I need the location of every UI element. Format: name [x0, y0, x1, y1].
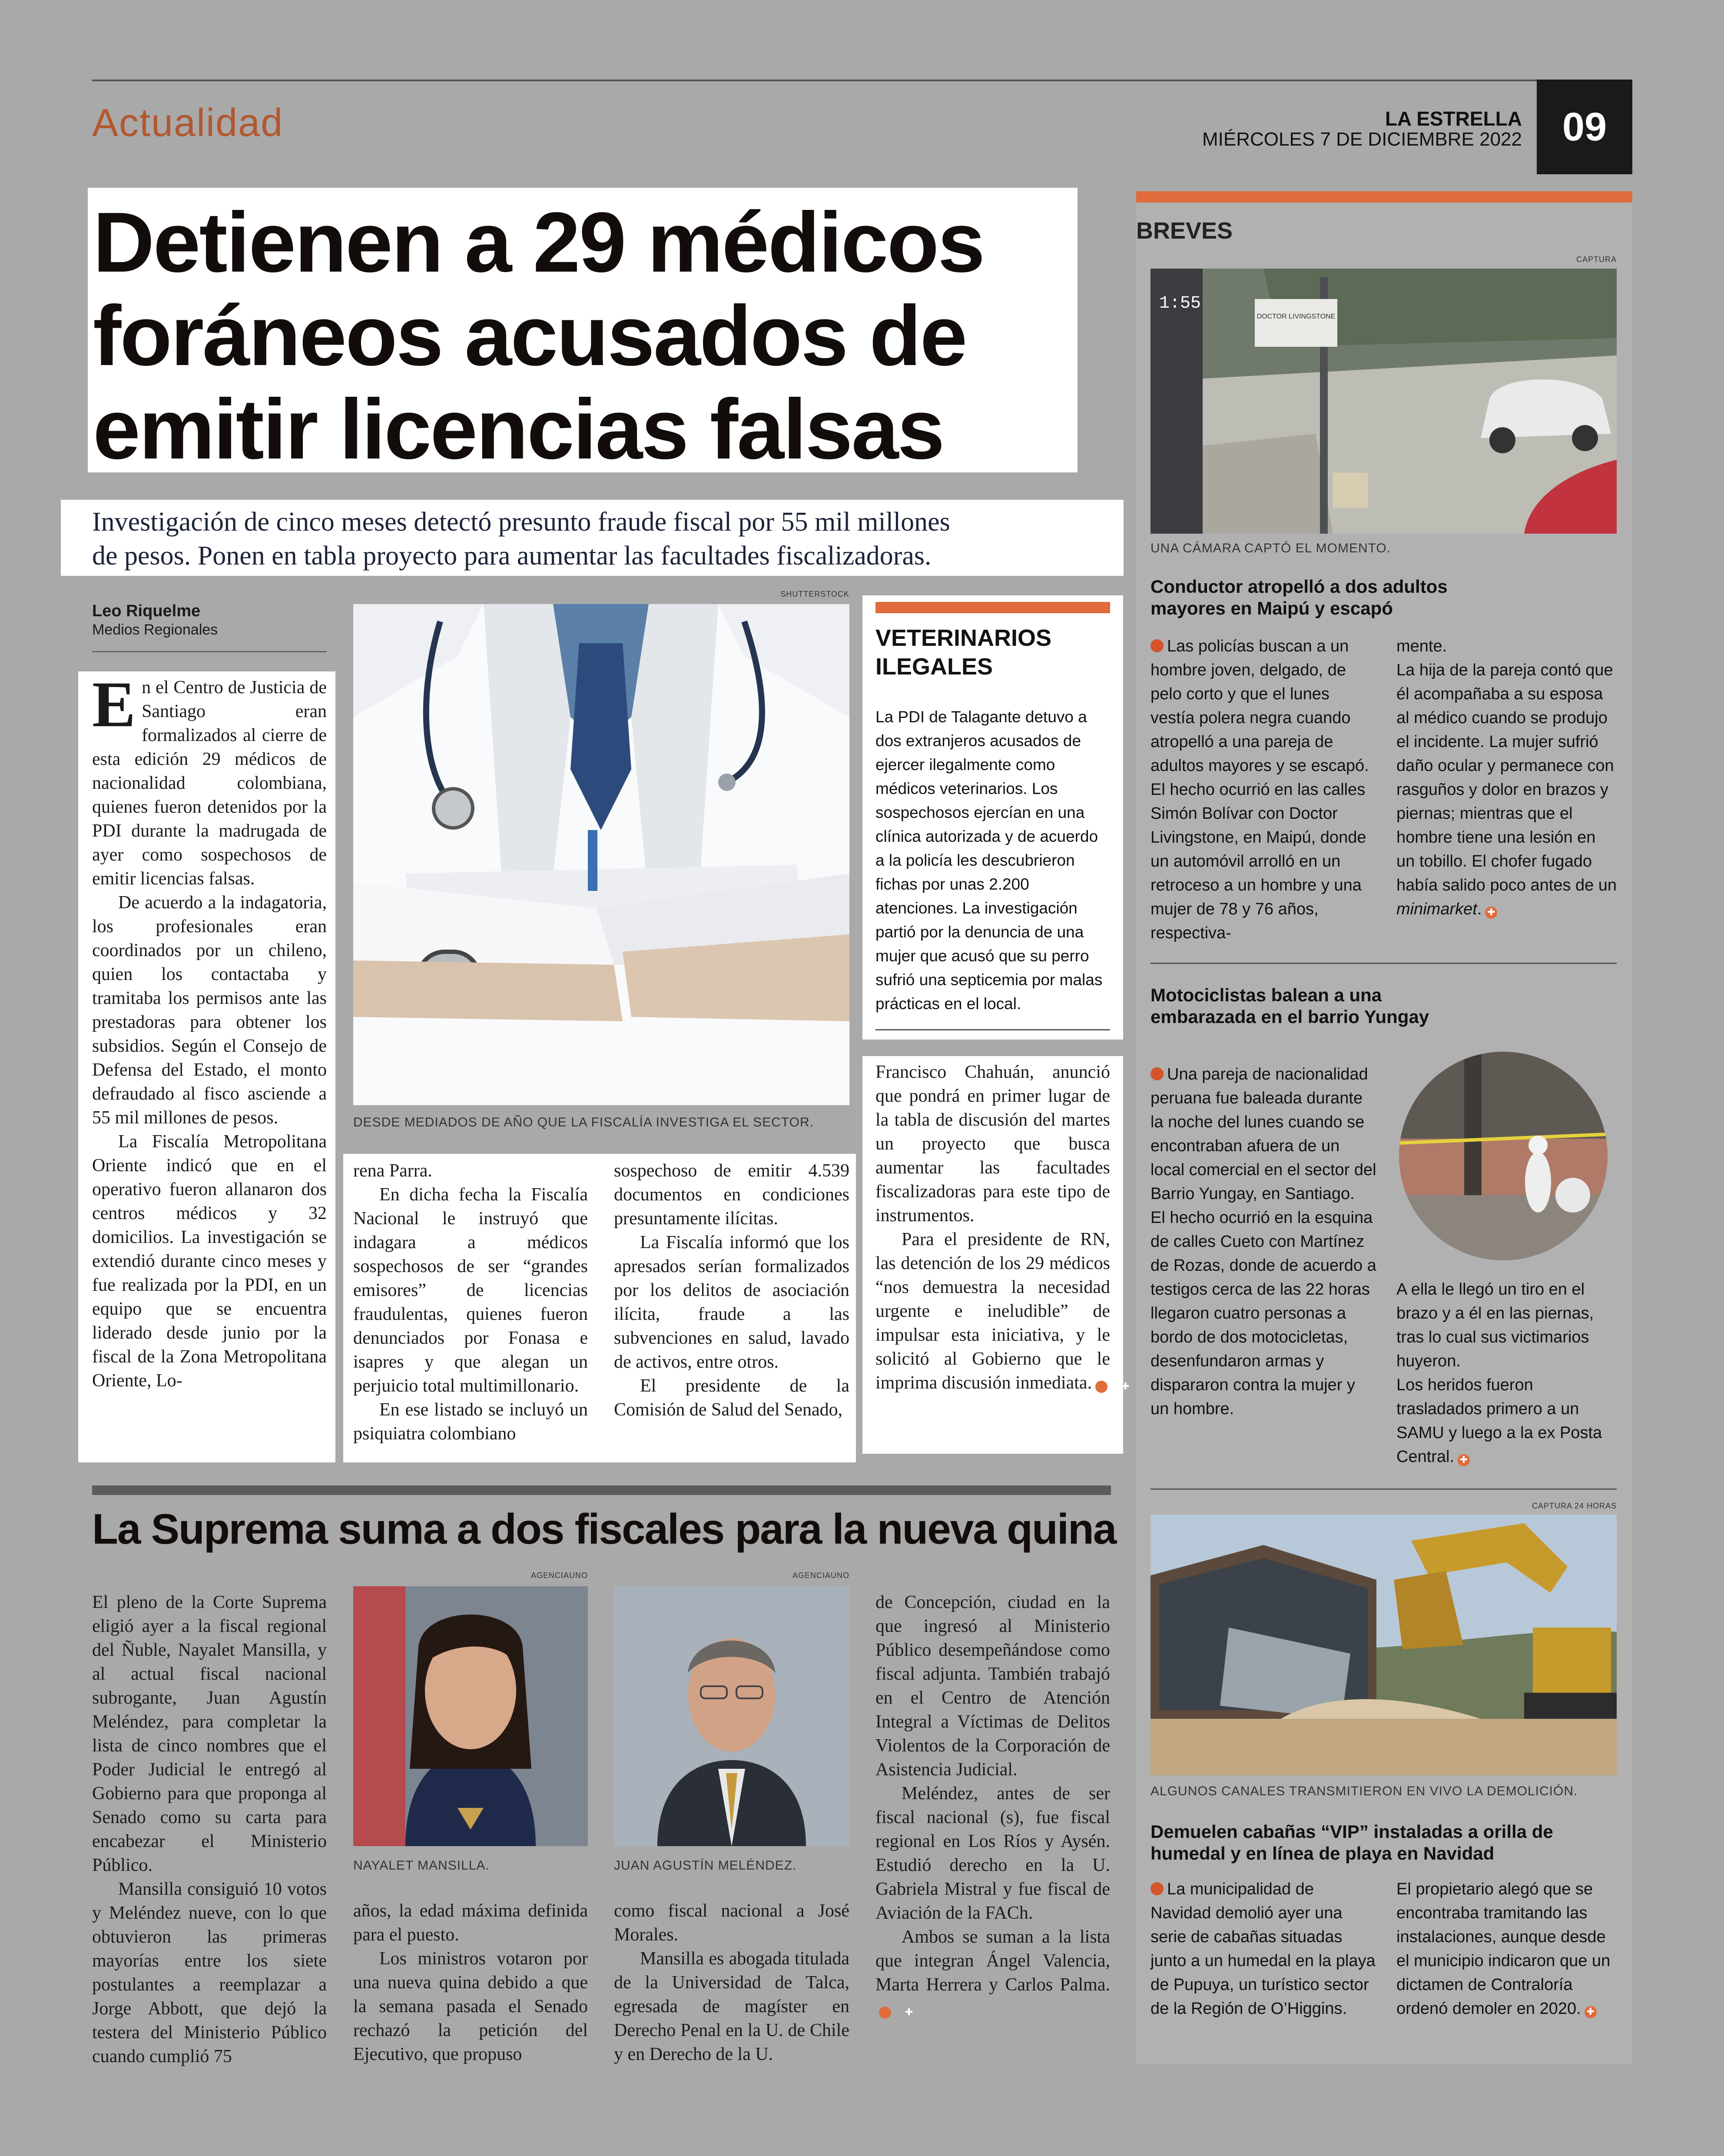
paragraph: como fiscal nacional a José Morales. [614, 1901, 849, 1945]
paragraph: La Fiscalía informó que los apresados serían formalizados por los delitos de asociación ilícita, fraude a las subvenciones en salud, lavado de activos, entre otros. [614, 1232, 849, 1372]
subhead-line: de pesos. Ponen en tabla proyecto para aumentar las facultades fiscalizadoras. [92, 541, 932, 571]
main-col2 [353, 1159, 588, 1446]
end-mark-icon: ✚ [1458, 1454, 1470, 1466]
second-headline: La Suprema suma a dos fiscales para la nueva quina [92, 1505, 1116, 1553]
sidebar-title: ILEGALES [875, 654, 993, 680]
breve3-text-a: La municipalidad de Navidad demolió ayer una serie de cabañas situadas junto a un humedal en la playa de Pupuya, un turístico sector de la Región de O’Higgins. [1150, 1880, 1376, 2018]
breve1-text-b1: mente. [1396, 637, 1447, 655]
headline-line: Detienen a 29 médicos [93, 195, 984, 290]
headline-line: foráneos acusados de [93, 288, 966, 383]
photo1-caption: NAYALET MANSILLA. [353, 1858, 490, 1873]
breve3-credit: CAPTURA 24 HORAS [1532, 1502, 1617, 1510]
paper-name: LA ESTRELLA [1385, 107, 1522, 130]
headline-line: emitir licencias falsas [93, 382, 944, 477]
photo1-credit: AGENCIAUNO [530, 1571, 588, 1580]
second-col3 [614, 1899, 849, 2066]
breve1-colA [1150, 635, 1376, 945]
issue-date: MIÉRCOLES 7 DE DICIEMBRE 2022 [1202, 129, 1522, 150]
dropcap: E [92, 668, 136, 741]
subhead-line: Investigación de cinco meses detectó presunto fraude fiscal por 55 mil millones [92, 507, 950, 537]
crime-scene-photo [1399, 1052, 1608, 1260]
second-col1 [92, 1591, 327, 2069]
paragraph: La Fiscalía Metropolitana Oriente indicó que en el operativo fueron allanaron dos centros médicos y 32 domicilios. La investigación se extendió durante cinco meses y fue realizada por la PDI, en un equipo que se encuentra liderado desde junio por la fiscal de la Zona Metropolitana Oriente, Lo- [92, 1132, 327, 1391]
paragraph: Los ministros votaron por una nueva quina debido a que la semana pasada el Senado rechazó la petición del Ejecutivo, que propuso [353, 1949, 588, 2064]
paragraph: Meléndez, antes de ser fiscal nacional (s), fue fiscal regional en Los Ríos y Aysén. Estudió derecho en la U. Gabriela Mistral y fue fiscal de Aviación de la FACh. [875, 1784, 1110, 1923]
second-col4 [875, 1591, 1110, 2021]
breve1-text-b2: La hija de la pareja contó que él acompañaba a su esposa al médico cuando se produjo el incidente. La mujer sufrió daño ocular y permanece con rasguños y dolor en brazos y piernas; mientras que el hombre tiene una lesión en un tobillo. El chofer fugado había salido poco antes de un [1396, 661, 1617, 894]
breves-accent-bar [1136, 191, 1632, 203]
breve2-text-b1: A ella le llegó un tiro en el brazo y a él en las piernas, tras lo cual sus victimarios huyeron. [1396, 1280, 1594, 1370]
paragraph: El presidente de la Comisión de Salud del Senado, [614, 1376, 849, 1420]
main-col4 [875, 1060, 1130, 1395]
melendez-photo [614, 1586, 849, 1846]
section-label: Actualidad [92, 101, 284, 145]
breve2-text-a1: Una pareja de nacionalidad peruana fue baleada durante la noche del lunes cuando se encontraban afuera de un local comercial en el sector del Barrio Yungay, en Santiago. [1150, 1065, 1376, 1203]
sidebar-box [862, 595, 1123, 1040]
second-col2 [353, 1899, 588, 2066]
paragraph: de Concepción, ciudad en la que ingresó al Ministerio Público desempeñándose como fiscal adjunta. También trabajó en el Centro de Atención Integral a Víctimas de Delitos Violentos de la Corporación de Asistencia Judicial. [875, 1592, 1110, 1780]
breve2-colA [1150, 1063, 1376, 1421]
breve1-text-italic: minimarket [1396, 900, 1477, 918]
paragraph: Francisco Chahuán, anunció que pondrá en primer lugar de la tabla de discusión del martes un proyecto que busca aumentar las facultades fiscalizadoras para este tipo de instrumentos. [875, 1062, 1110, 1226]
paragraph: Ambos se suman a la lista que integran Ángel Valencia, Marta Herrera y Carlos Palma. [875, 1927, 1110, 1995]
cctv-timestamp: 1:55 [1159, 294, 1201, 313]
paragraph: El pleno de la Corte Suprema eligió ayer a la fiscal regional del Ñuble, Nayalet Mansilla, y al actual fiscal nacional subrogante, Juan Agustín Meléndez, para completar la lista de cinco nombres que el Poder Judicial le entregó al Gobierno para que proponga al Senado como su carta para encabezar el Ministerio Público. [92, 1592, 327, 1875]
bullet-dot-icon [1150, 639, 1164, 652]
cctv-photo [1150, 269, 1617, 534]
bullet-dot-icon [1150, 1067, 1164, 1080]
byline-author: Leo Riquelme [92, 602, 201, 620]
sidebar-title: VETERINARIOS [875, 625, 1052, 651]
breve1-credit: CAPTURA [1576, 255, 1617, 264]
paragraph: Mansilla consiguió 10 votos y Meléndez nueve, con lo que obtuvieron las primeras mayorías entre los siete postulantes a reemplazar a Jorge Abbott, que dejó la testera del Ministerio Público cuando cumplió 75 [92, 1879, 327, 2066]
end-mark-icon: ✚ [1485, 907, 1497, 919]
main-headline [88, 188, 1078, 477]
breve3-caption: ALGUNOS CANALES TRANSMITIERON EN VIVO LA DEMOLICIÓN. [1150, 1784, 1578, 1798]
photo-credit: SHUTTERSTOCK [780, 590, 849, 598]
breves-label: BREVES [1136, 218, 1233, 244]
paragraph: años, la edad máxima definida para el puesto. [353, 1901, 588, 1945]
end-mark-icon: ✚ [1095, 1381, 1107, 1393]
article-rule [92, 1485, 1111, 1495]
breve2-title: Motociclistas balean a una embarazada en el barrio Yungay [1150, 985, 1429, 1027]
byline-outlet: Medios Regionales [92, 621, 218, 638]
end-mark-icon: ✚ [879, 2007, 891, 2019]
breve3-text-b: El propietario alegó que se encontraba tramitando las instalaciones, aunque desde el municipio indicaron que un dictamen de Contraloría ordenó demoler en 2020. [1396, 1880, 1611, 2018]
photo-caption: DESDE MEDIADOS DE AÑO QUE LA FISCALÍA INVESTIGA EL SECTOR. [353, 1115, 814, 1129]
photo2-credit: AGENCIAUNO [792, 1571, 849, 1580]
paragraph: Mansilla es abogada titulada de la Universidad de Talca, egresada de magíster en Derecho Penal en la U. de Chile y en Derecho de la U. [614, 1949, 849, 2064]
paragraph: En dicha fecha la Fiscalía Nacional le instruyó que indagara a médicos sospechosos de ser “grandes emisores” de licencias fraudulentas, quienes fueron denunciados por Fonasa e isapres y que alegan un perjuicio total multimillonario. [353, 1185, 588, 1396]
doctor-photo [353, 604, 849, 1105]
breve3-colB [1396, 1877, 1618, 2021]
breve1-text-end: . [1477, 900, 1482, 918]
photo2-caption: JUAN AGUSTÍN MELÉNDEZ. [614, 1858, 797, 1873]
byline-rule [92, 651, 327, 652]
page-number: 09 [1537, 80, 1632, 174]
breve-divider [1150, 1488, 1617, 1490]
breve1-caption: UNA CÁMARA CAPTÓ EL MOMENTO. [1150, 541, 1391, 555]
header-rule [92, 80, 1537, 81]
paragraph: De acuerdo a la indagatoria, los profesionales eran coordinados por un chileno, quien los contactaba y tramitaba los permisos ante las prestadoras para obtener los subsidios. Según el Consejo de Defensa del Estado, el monto defraudado al fisco asciende a 55 mil millones de pesos. [92, 893, 327, 1128]
paragraph: En ese listado se incluyó un psiquiatra colombiano [353, 1400, 588, 1444]
bullet-dot-icon [1150, 1882, 1164, 1895]
main-col1 [92, 668, 327, 1393]
subheadline [61, 500, 1124, 576]
mansilla-photo [353, 1586, 588, 1846]
main-col3 [614, 1159, 849, 1422]
demolition-photo [1150, 1515, 1617, 1775]
breve-divider [1150, 963, 1617, 964]
breve3-title: Demuelen cabañas “VIP” instaladas a orilla de humedal y en línea de playa en Navidad [1150, 1821, 1553, 1864]
breve1-colB [1396, 635, 1618, 921]
end-mark-icon: ✚ [1585, 2006, 1597, 2018]
paragraph: rena Parra. [353, 1161, 432, 1181]
breve1-title: Conductor atropelló a dos adultos mayores en Maipú y escapó [1150, 576, 1448, 618]
paragraph: sospechoso de emitir 4.539 documentos en condiciones presuntamente ilícitas. [614, 1161, 849, 1229]
breve2-colB [1396, 1278, 1618, 1469]
paragraph: n el Centro de Justicia de Santiago eran formalizados al cierre de esta edición 29 médicos de nacionalidad colombiana, quienes fueron detenidos por la PDI durante la madrugada de ayer como sospechosos de emitir licencias falsas. [92, 678, 327, 889]
breve2-text-b2: Los heridos fueron trasladados primero a un SAMU y luego a la ex Posta Central. [1396, 1376, 1602, 1466]
street-sign: DOCTOR LIVINGSTONE [1257, 313, 1336, 320]
sidebar-text: La PDI de Talagante detuvo a dos extranjeros acusados de ejercer ilegalmente como médicos veterinarios. Los sospechosos ejercían en una clínica autorizada y de acuerdo a la policía les descubrieron fichas por unas 2.200 atenciones. La investigación partió por la denuncia de una mujer que acusó que su perro sufrió una septicemia por malas prácticas en el local. [875, 708, 1103, 1013]
breve2-text-a2: El hecho ocurrió en la esquina de calles Cueto con Martínez de Rozas, donde de acuerdo a testigos cerca de las 22 horas llegaron cuatro personas a bordo de dos motocicletas, desenfundaron armas y dispararon contra la mujer y un hombre. [1150, 1209, 1376, 1418]
paragraph: Para el presidente de RN, las detención de los 29 médicos “nos demuestra la necesidad urgente e ineludible” de impulsar esta iniciativa, y le solicitó al Gobierno que le imprima discusión inmediata. [875, 1229, 1110, 1393]
breve3-colA [1150, 1877, 1376, 2021]
breve1-text-a: Las policías buscan a un hombre joven, delgado, de pelo corto y que el lunes vestía polera negra cuando atropelló a una pareja de adultos mayores y se escapó. El hecho ocurrió en las calles Simón Bolívar con Doctor Livingstone, en Maipú, donde un automóvil arrolló en un retroceso a un hombre y una mujer de 78 y 76 años, respectiva- [1150, 637, 1369, 942]
